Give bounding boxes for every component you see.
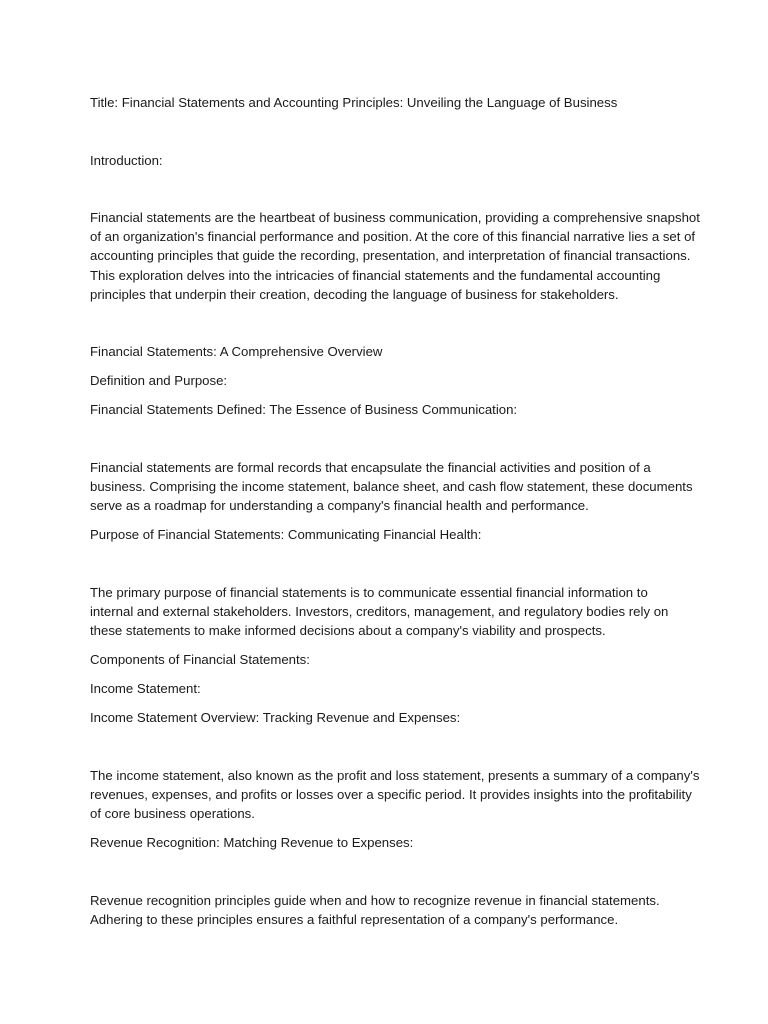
paragraph-line: these statements to make informed decisions about a company's viability and prospects. <box>90 623 606 639</box>
intro-paragraph <box>90 208 700 304</box>
revenue-paragraph <box>90 891 690 929</box>
income-paragraph <box>90 766 700 824</box>
paragraph-line: accounting principles that guide the recording, presentation, and interpretation of financial transactions. <box>90 248 691 264</box>
paragraph-line: business. Comprising the income statement, balance sheet, and cash flow statement, these documents <box>90 479 693 495</box>
paragraph-line: Financial statements are formal records that encapsulate the financial activities and position of a <box>90 460 651 475</box>
definition-heading: Definition and Purpose: <box>90 373 228 388</box>
paragraph-line: Financial statements are the heartbeat of business communication, providing a comprehensive snapshot <box>90 210 700 225</box>
defined-paragraph <box>90 458 693 516</box>
paragraph-line: The income statement, also known as the profit and loss statement, presents a summary of a company's <box>90 768 700 783</box>
overview-heading: Financial Statements: A Comprehensive Overview <box>90 344 383 359</box>
purpose-heading: Purpose of Financial Statements: Communicating Financial Health: <box>90 527 482 542</box>
defined-heading: Financial Statements Defined: The Essence of Business Communication: <box>90 402 518 417</box>
paragraph-line: The primary purpose of financial statements is to communicate essential financial information to <box>90 585 648 600</box>
revenue-heading: Revenue Recognition: Matching Revenue to Expenses: <box>90 835 414 850</box>
purpose-paragraph <box>90 583 690 641</box>
paragraph-line: of an organization's financial performance and position. At the core of this financial narrative lies a set of <box>90 229 696 245</box>
paragraph-line: serve as a roadmap for understanding a company's financial health and performance. <box>90 498 589 514</box>
paragraph-line: This exploration delves into the intricacies of financial statements and the fundamental accounting <box>90 267 661 283</box>
paragraph-line: Adhering to these principles ensures a faithful representation of a company's performance. <box>90 912 619 928</box>
paragraph-line: of core business operations. <box>90 806 255 822</box>
income-heading: Income Statement: <box>90 681 201 696</box>
paragraph-line: principles that underpin their creation, decoding the language of business for stakeholders. <box>90 286 619 302</box>
paragraph-line: Revenue recognition principles guide when and how to recognize revenue in financial statements. <box>90 893 660 908</box>
components-heading: Components of Financial Statements: <box>90 652 310 667</box>
document-title: Title: Financial Statements and Accounting Principles: Unveiling the Language of Business <box>90 95 618 110</box>
paragraph-line: internal and external stakeholders. Investors, creditors, management, and regulatory bodies rely on <box>90 604 669 620</box>
income-overview-heading: Income Statement Overview: Tracking Revenue and Expenses: <box>90 710 461 725</box>
introduction-heading: Introduction: <box>90 153 163 168</box>
paragraph-line: revenues, expenses, and profits or losses over a specific period. It provides insights into the profitability <box>90 787 692 803</box>
